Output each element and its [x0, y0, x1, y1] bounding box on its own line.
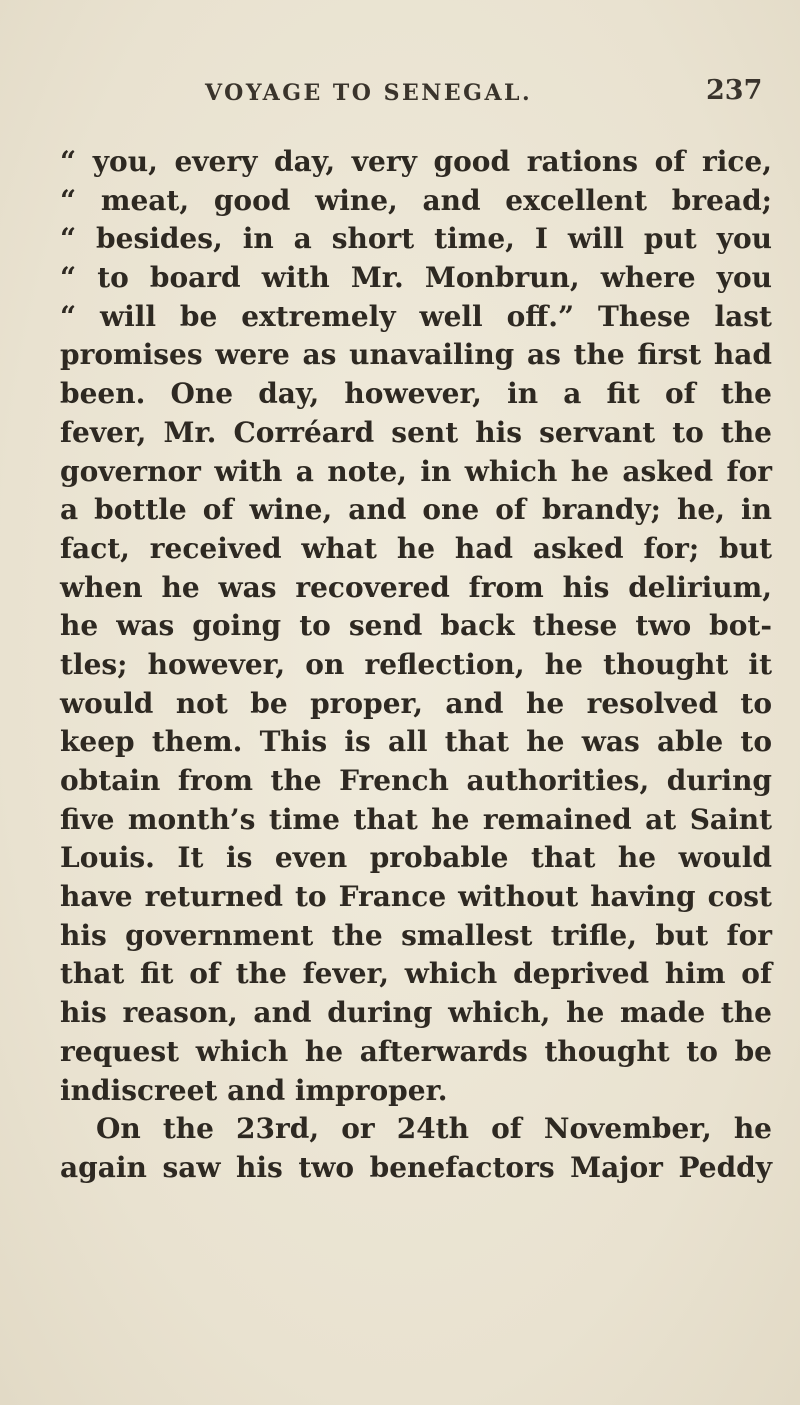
text-line: his government the smallest trifle, but for — [60, 918, 772, 952]
text-line: indiscreet and improper. — [60, 1073, 448, 1107]
text-line: have returned to France without having cost — [60, 880, 772, 914]
body-text — [60, 143, 772, 1188]
running-title: VOYAGE TO SENEGAL. — [205, 80, 533, 106]
text-line: “ to board with Mr. Monbrun, where you — [60, 261, 772, 295]
text-line: his reason, and during which, he made the — [60, 996, 772, 1030]
text-line: promises were as unavailing as the first had — [60, 338, 772, 372]
text-line: obtain from the French authorities, during — [60, 764, 772, 797]
text-line: request which he afterwards thought to be — [60, 1034, 772, 1068]
text-line: fact, received what he had asked for; but — [60, 531, 772, 565]
text-line: a bottle of wine, and one of brandy; he, in — [60, 493, 772, 527]
text-line: “ besides, in a short time, I will put you — [60, 222, 772, 256]
page-number: 237 — [706, 75, 763, 106]
text-line: “ meat, good wine, and excellent bread; — [60, 183, 772, 217]
text-line: would not be proper, and he resolved to — [60, 686, 772, 720]
text-line: that fit of the fever, which deprived him of — [60, 957, 772, 991]
text-line: On the 23rd, or 24th of November, he — [96, 1112, 772, 1146]
text-line: Louis. It is even probable that he would — [60, 841, 772, 875]
text-line: governor with a note, in which he asked for — [60, 454, 772, 488]
text-line: been. One day, however, in a fit of the — [60, 377, 772, 411]
text-line: again saw his two benefactors Major Peddy — [60, 1150, 772, 1184]
text-line: “ you, every day, very good rations of rice, — [60, 145, 772, 178]
text-line: fever, Mr. Corréard sent his servant to the — [60, 415, 772, 449]
text-line: tles; however, on reflection, he thought it — [60, 647, 772, 681]
page-header — [0, 75, 800, 120]
text-line: five month’s time that he remained at Saint — [60, 802, 772, 836]
text-line: he was going to send back these two bot- — [60, 609, 772, 643]
text-line: “ will be extremely well off.” These last — [60, 299, 772, 333]
text-line: keep them. This is all that he was able to — [60, 725, 772, 759]
text-line: when he was recovered from his delirium, — [60, 570, 772, 604]
